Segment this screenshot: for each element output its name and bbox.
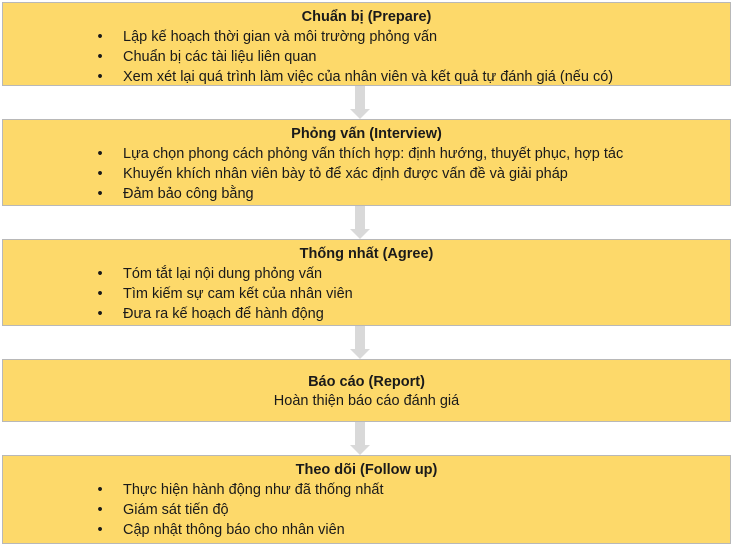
step-title-report: Báo cáo (Report) [308, 374, 425, 390]
bullet-icon: • [97, 482, 103, 498]
step-box-interview: Phỏng vấn (Interview) • Lựa chọn phong cách phỏng vấn thích hợp: định hướng, thuyết phục, hợp tác • Khuyến khích nhân viên bày tỏ để xác định được vấn đề và giải pháp • Đảm bảo công bằng [2, 119, 731, 206]
bullet-icon: • [97, 146, 103, 162]
bullet-icon: • [97, 166, 103, 182]
step-box-report [2, 359, 731, 422]
step-title-agree: Thống nhất (Agree) [299, 246, 434, 262]
down-arrow-icon [350, 326, 370, 359]
step-box-agree: Thống nhất (Agree) • Tóm tắt lại nội dung phỏng vấn • Tìm kiếm sự cam kết của nhân viên • Đưa ra kế hoạch để hành động [2, 239, 731, 326]
step-title-interview: Phỏng vấn (Interview) [291, 126, 442, 142]
down-arrow-icon [350, 86, 370, 119]
bullet-icon: • [97, 286, 103, 302]
down-arrow-icon [350, 422, 370, 455]
bullet-icon: • [97, 69, 103, 85]
bullet-icon: • [97, 306, 103, 322]
step-title-prepare: Chuẩn bị (Prepare) [301, 9, 432, 25]
bullet-icon: • [97, 522, 103, 538]
bullet-icon: • [97, 49, 103, 65]
bullet-icon: • [97, 266, 103, 282]
down-arrow-icon [350, 206, 370, 239]
bullet-icon: • [97, 186, 103, 202]
step-text-report: Hoàn thiện báo cáo đánh giá [273, 393, 460, 409]
step-box-follow-up: Theo dõi (Follow up) • Thực hiện hành động như đã thống nhất • Giám sát tiến độ • Cập nhật thông báo cho nhân viên [2, 455, 731, 544]
bullet-icon: • [97, 29, 103, 45]
step-title-follow-up: Theo dõi (Follow up) [295, 462, 438, 478]
bullet-icon: • [97, 502, 103, 518]
step-box-prepare: Chuẩn bị (Prepare) • Lập kế hoạch thời gian và môi trường phỏng vấn • Chuẩn bị các tài liệu liên quan • Xem xét lại quá trình làm việc của nhân viên và kết quả tự đánh giá (nếu có) [2, 2, 731, 86]
